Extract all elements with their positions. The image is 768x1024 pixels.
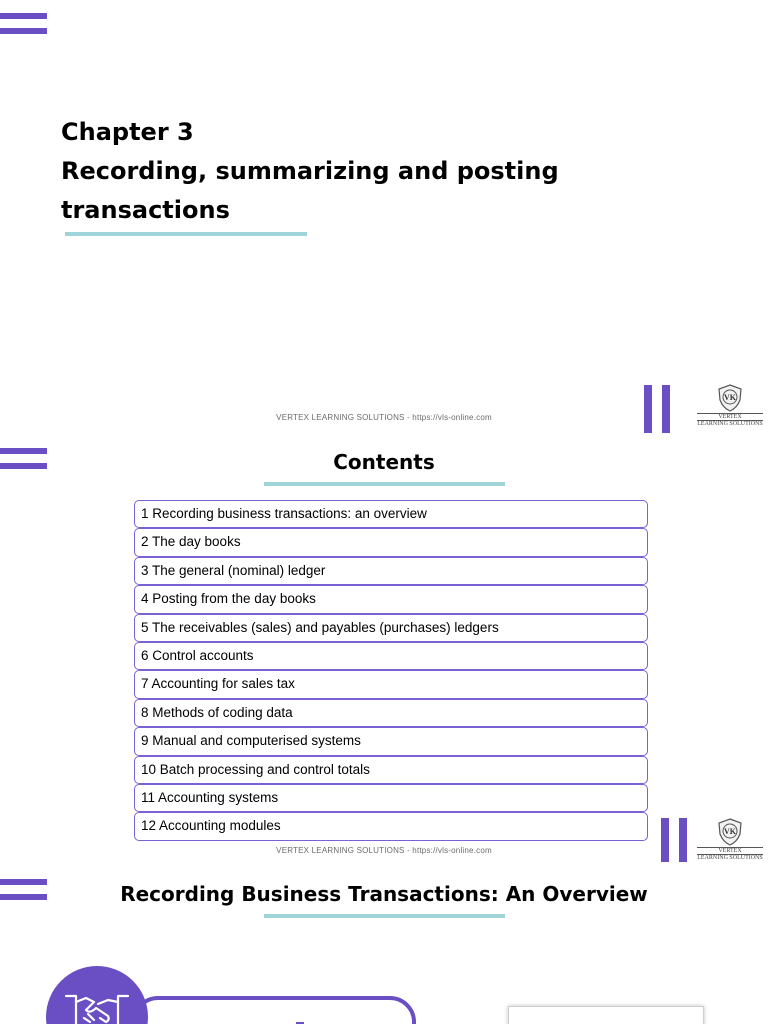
logo-text-learning: LEARNING SOLUTIONS [697,421,763,427]
slide-footer: VERTEX LEARNING SOLUTIONS - https://vls-online.com [276,846,492,855]
logo-text-vertex: VERTEX [697,413,763,421]
slide-chapter-title [0,0,768,438]
contents-item[interactable]: 4 Posting from the day books [134,585,648,613]
slide-footer: VERTEX LEARNING SOLUTIONS - https://vls-online.com [276,413,492,422]
overview-circle-badge [46,966,148,1024]
contents-item[interactable]: 9 Manual and computerised systems [134,727,648,755]
chapter-title-line: Recording, summarizing and posting [61,157,559,185]
contents-item[interactable]: 5 The receivables (sales) and payables (purchases) ledgers [134,614,648,642]
contents-heading: Contents [333,450,435,474]
shield-emblem-icon [717,384,743,412]
overview-pill-box [132,996,416,1024]
pause-bars-icon [644,385,670,433]
logo-monogram: VK [724,393,736,402]
menu-icon[interactable] [0,13,47,43]
slide-contents [0,438,768,862]
logo-text-learning: LEARNING SOLUTIONS [697,855,763,861]
pause-bars-icon [661,818,687,862]
vertex-logo [695,384,765,428]
logo-monogram: VK [724,827,736,836]
contents-item[interactable]: 8 Methods of coding data [134,699,648,727]
overview-heading: Recording Business Transactions: An Overview [120,882,648,906]
chapter-title-line: Chapter 3 [61,118,194,146]
logo-text-vertex: VERTEX [697,847,763,855]
contents-item[interactable]: 3 The general (nominal) ledger [134,557,648,585]
shield-emblem-icon [717,818,743,846]
heading-underline [264,482,505,486]
chapter-title-line: transactions [61,196,230,224]
vertex-logo [695,818,765,862]
chapter-title [61,113,559,230]
title-underline [65,232,307,236]
contents-item[interactable]: 2 The day books [134,528,648,556]
contents-list [134,500,648,841]
handshake-icon [64,992,130,1024]
contents-item[interactable]: 1 Recording business transactions: an overview [134,500,648,528]
overview-card [508,1006,704,1024]
contents-item[interactable]: 7 Accounting for sales tax [134,670,648,698]
contents-item[interactable]: 12 Accounting modules [134,812,648,840]
contents-item[interactable]: 6 Control accounts [134,642,648,670]
contents-item[interactable]: 11 Accounting systems [134,784,648,812]
slide-overview [0,862,768,1024]
contents-item[interactable]: 10 Batch processing and control totals [134,756,648,784]
heading-underline [264,914,505,918]
